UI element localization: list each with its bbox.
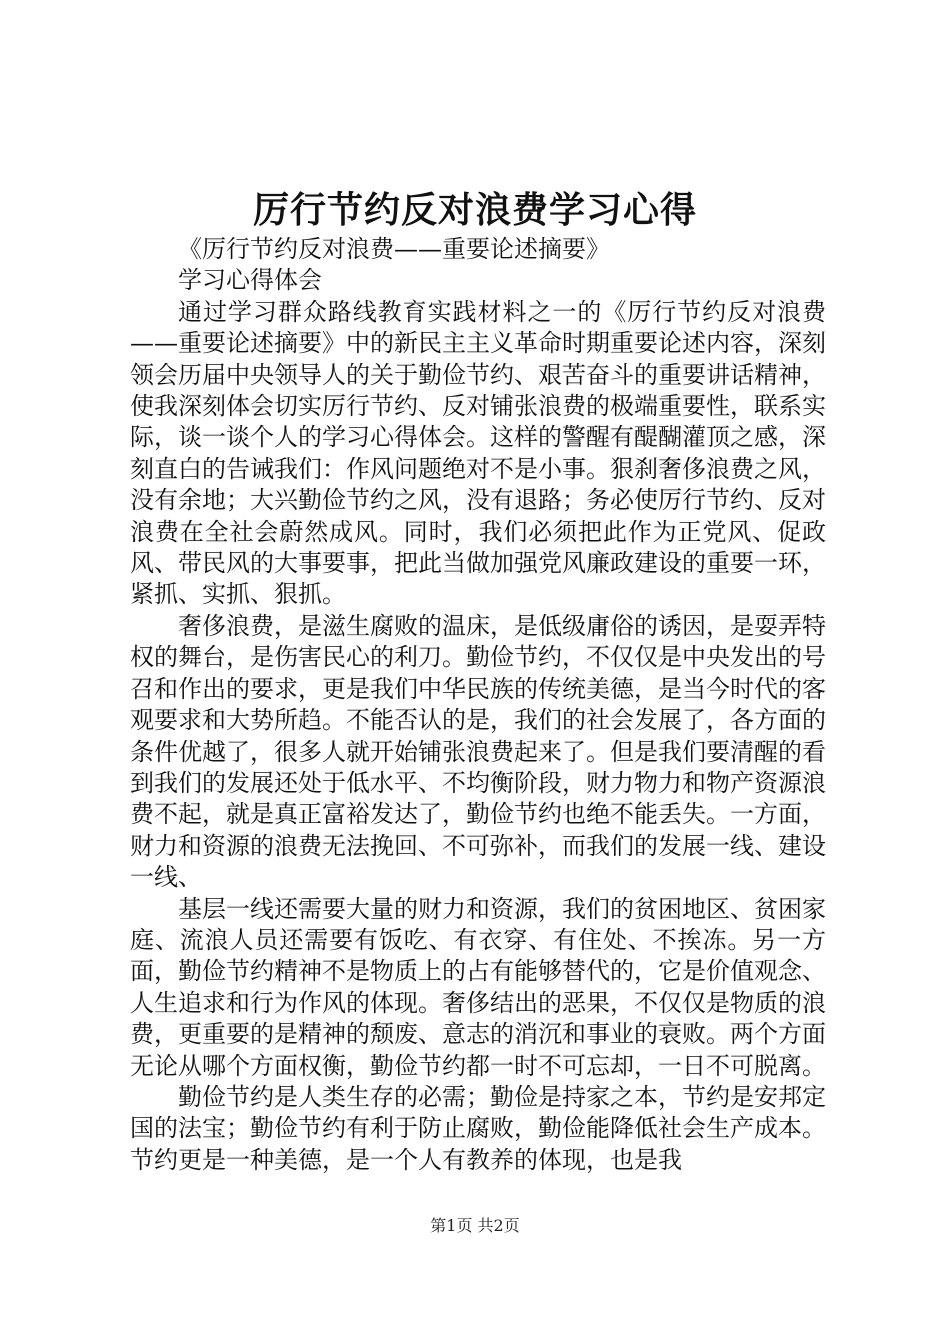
body-paragraph: 奢侈浪费，是滋生腐败的温床，是低级庸俗的诱因，是耍弄特权的舞台，是伤害民心的利刀。勤俭节约，不仅仅是中央发出的号召和作出的要求，更是我们中华民族的传统美德，是当今时代的客观要求和大势所趋。不能否认的是，我们的社会发展了，各方面的条件优越了，很多人就开始铺张浪费起来了。但是我们要清醒的看到我们的发展还处于低水平、不均衡阶段，财力物力和物产资源浪费不起，就是真正富裕发达了，勤俭节约也绝不能丢失。一方面，财力和资源的浪费无法挽回、不可弥补，而我们的发展一线、建设一线、 (130, 611, 826, 892)
body-paragraph: 勤俭节约是人类生存的必需；勤俭是持家之本，节约是安邦定国的法宝；勤俭节约有利于防止腐败，勤俭能降低社会生产成本。节约更是一种美德，是一个人有教养的体现，也是我 (130, 1082, 826, 1174)
document-body (130, 234, 826, 1176)
body-paragraph: 基层一线还需要大量的财力和资源，我们的贫困地区、贫困家庭、流浪人员还需要有饭吃、有衣穿、有住处、不挨冻。另一方面，勤俭节约精神不是物质上的占有能够替代的，它是价值观念、人生追求和行为作风的体现。奢侈结出的恶果，不仅仅是物质的浪费，更重要的是精神的颓废、意志的消沉和事业的衰败。两个方面无论从哪个方面权衡，勤俭节约都一时不可忘却，一日不可脱离。 (130, 894, 826, 1080)
document-subheading: 学习心得体会 (178, 266, 322, 295)
document-title: 厉行节约反对浪费学习心得 (252, 189, 697, 231)
body-paragraph: 通过学习群众路线教育实践材料之一的《厉行节约反对浪费——重要论述摘要》中的新民主主义革命时期重要论述内容，深刻领会历届中央领导人的关于勤俭节约、艰苦奋斗的重要讲话精神，使我深刻体会切实厉行节约、反对铺张浪费的极端重要性，联系实际，谈一谈个人的学习心得体会。这样的警醒有醍醐灌顶之感，深刻直白的告诫我们：作风问题绝对不是小事。狠刹奢侈浪费之风，没有余地；大兴勤俭节约之风，没有退路；务必使厉行节约、反对浪费在全社会蔚然成风。同时，我们必须把此作为正党风、促政风、带民风的大事要事，把此当做加强党风廉政建设的重要一环，紧抓、实抓、狠抓。 (130, 297, 826, 609)
page-number-footer: 第1页 共2页 (430, 1216, 520, 1235)
document-subtitle: 《厉行节约反对浪费——重要论述摘要》 (178, 235, 610, 263)
